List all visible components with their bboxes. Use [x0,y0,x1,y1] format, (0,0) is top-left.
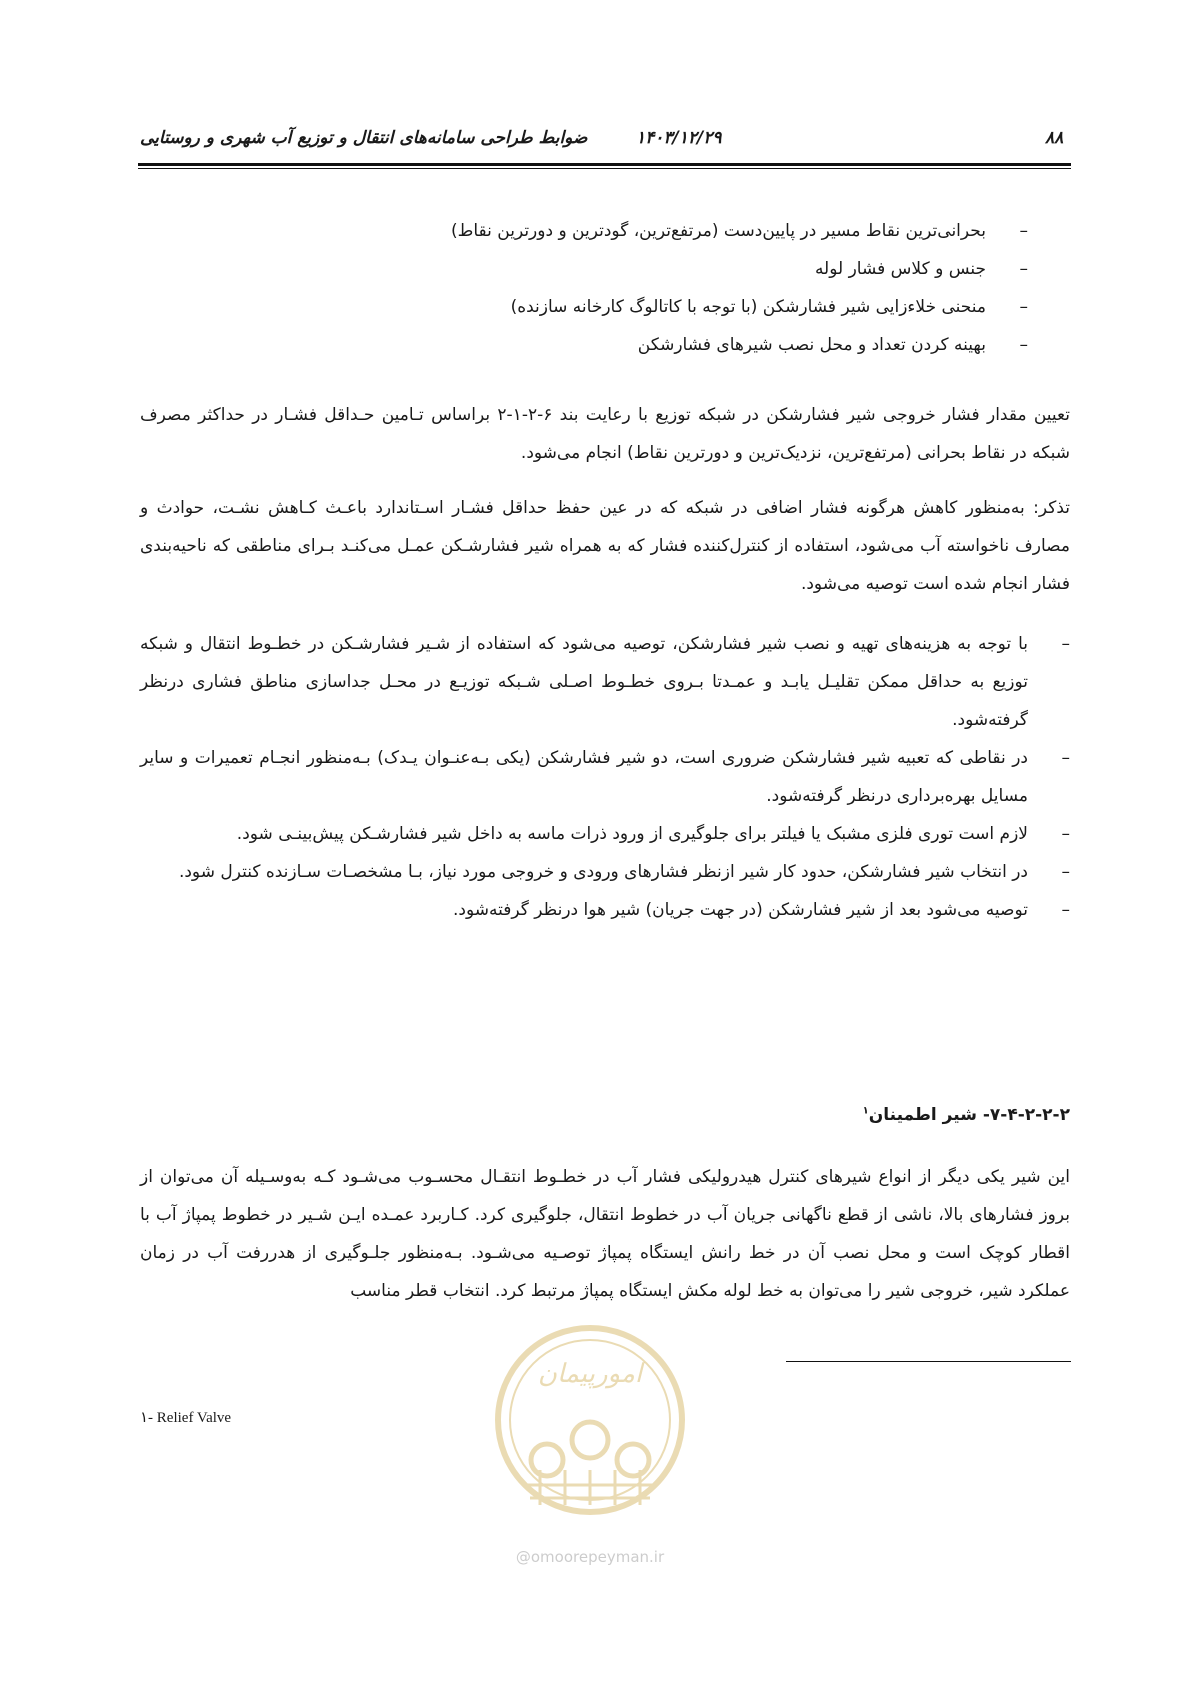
bullet-dash: – [1019,335,1028,355]
list-item: – در نقاطی که تعبیه شیر فشارشکن ضروری است، دو شیر فشارشکن (یکی بـه‌عنـوان یـدک) بـه‌منظور انجـام تعمیرات و سایر مسایل بهره‌برداری درنظر گرفته‌شود. [140,739,1070,815]
footnote: ۱- Relief Valve [140,1410,232,1426]
header-rule-thin [138,168,1071,169]
list-item: – با توجه به هزینه‌های تهیه و نصب شیر فشارشکن، توصیه می‌شود که استفاده از شـیر فشارشـکن در خطـوط انتقال و شبکه توزیع به حداقل ممکن تقلیـل یابـد و عمـدتا بـروی خطـوط اصـلی شـبکه توزیـع در محـل جداسازی مناطق فشاری درنظر گرفته‌شود. [140,625,1070,739]
list-item: – بهینه کردن تعداد و محل نصب شیرهای فشارشکن [140,326,1028,364]
header-rule-thick [138,163,1071,166]
at-icon: @ [515,1548,531,1566]
header-date: ۱۴۰۳/۱۲/۲۹ [636,128,722,148]
bullet-dash: – [1061,634,1070,654]
list-item: – جنس و کلاس فشار لوله [140,250,1028,288]
bullet-dash: – [1019,259,1028,279]
watermark-url: @omoorepeyman.ir [515,1548,665,1566]
header-title: ضوابط طراحی سامانه‌های انتقال و توزیع آب شهری و روستایی [140,128,588,148]
bullet-list-bottom [140,625,1070,929]
list-item: – منحنی خلاءزایی شیر فشارشکن (با توجه با کاتالوگ کارخانه سازنده) [140,288,1028,326]
paragraph-note: تذکر: به‌منظور کاهش هرگونه فشار اضافی در شبکه که در عین حفظ حداقل فشـار اسـتاندارد باعـث کـاهش نشـت، حوادث و مصارف ناخواسته آب می‌شود، استفاده از کنترل‌کننده فشار که به همراه شیر فشارشـکن عمـل می‌کنـد بـرای مناطقی که ناحیه‌بندی فشار انجام شده است توصیه می‌شود. [140,498,1070,594]
paragraph-pressure-setting: تعیین مقدار فشار خروجی شیر فشارشکن در شبکه توزیع با رعایت بند ۶-۲-۱-۲ براساس تـامین حـداقل فشـار در حداکثر مصرف شبکه در نقاط بحرانی (مرتفع‌ترین، نزدیک‌ترین و دورترین نقاط) انجام می‌شود. [140,405,1070,463]
paragraph-relief-valve: این شیر یکی دیگر از انواع شیرهای کنترل هیدرولیکی فشار آب در خطـوط انتقـال محسـوب می‌شـود کـه به‌وسـیله آن می‌توان از بروز فشارهای بالا، ناشی از قطع ناگهانی جریان آب در خطوط انتقال، جلوگیری کرد. کـاربرد عمـده ایـن شـیر در خطوط پمپاژ آب با اقطار کوچک است و محل نصب آن در خط رانش ایستگاه پمپاژ توصـیه می‌شـود. بـه‌منظور جلـوگیری از هدررفت آب در زمان عملکرد شیر، خروجی شیر را می‌توان به خط لوله مکش ایستگاه پمپاژ مرتبط کرد. انتخاب قطر مناسب [140,1167,1070,1301]
list-item: – بحرانی‌ترین نقاط مسیر در پایین‌دست (مرتفع‌ترین، گودترین و دورترین نقاط) [140,212,1028,250]
list-item: – توصیه می‌شود بعد از شیر فشارشکن (در جهت جریان) شیر هوا درنظر گرفته‌شود. [388,891,1070,929]
page-number: ۸۸ [1045,128,1064,148]
watermark-logo-text: امورپیمان [537,1359,643,1389]
bullet-dash: – [1061,862,1070,882]
footnote-marker: ۱ [862,1105,869,1117]
bullet-list-top [140,212,1028,364]
section-heading: ۷-۴-۲-۲-۲- شیر اطمینان$^۱$ [862,1105,1070,1125]
list-item: – لازم است توری فلزی مشبک یا فیلتر برای جلوگیری از ورود ذرات ماسه به داخل شیر فشارشـکن پیش‌بینـی شود. [140,815,1070,853]
bullet-dash: – [1061,824,1070,844]
watermark-logo [485,1320,695,1570]
footnote-rule [786,1361,1071,1362]
bullet-dash: – [1019,297,1028,317]
bullet-dash: – [1061,900,1070,920]
bullet-dash: – [1061,748,1070,768]
bullet-dash: – [1019,221,1028,241]
list-item: – در انتخاب شیر فشارشکن، حدود کار شیر ازنظر فشارهای ورودی و خروجی مورد نیاز، بـا مشخصـات سـازنده کنترل شود. [140,853,1070,891]
